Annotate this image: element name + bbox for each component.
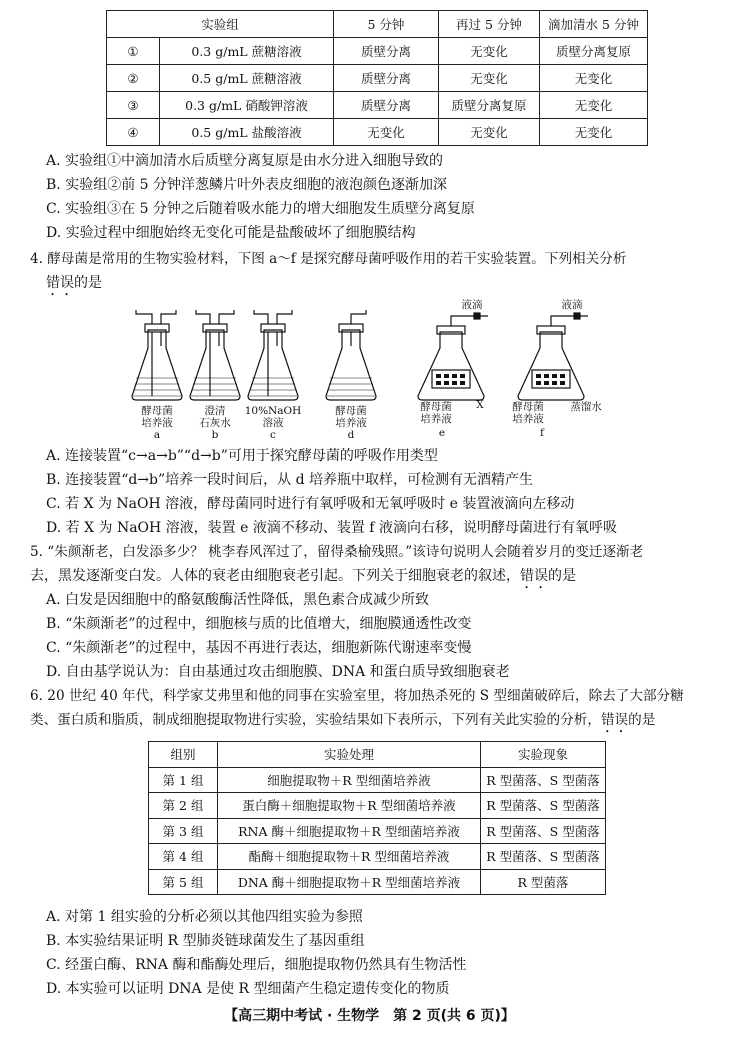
table-cell: 0.5 g/mL 蔗糖溶液: [160, 65, 334, 92]
q6-option-b: B. 本实验结果证明 R 型肺炎链球菌发生了基因重组: [46, 933, 365, 949]
table-cell: 无变化: [438, 119, 539, 146]
flask-d-label: 酵母菌: [335, 405, 367, 417]
flask-d-label: 培养液: [335, 417, 367, 429]
q6-stem-line2: [30, 711, 655, 736]
table-cell: 质壁分离: [333, 92, 438, 119]
q4-stem-line2: [46, 274, 102, 299]
table-cell: 0.5 g/mL 盐酸溶液: [160, 119, 334, 146]
flask-c-label: 10%NaOH: [244, 405, 302, 417]
table-header-row: [149, 742, 606, 768]
flask-f-droplet-label: 液滴: [561, 299, 583, 311]
table-cell: 第 3 组: [149, 818, 218, 844]
flask-e-droplet-label: 液滴: [461, 299, 483, 311]
table-header: 滴加清水 5 分钟: [539, 11, 647, 38]
stem-text: 类、蛋白质和脂质，制成细胞提取物进行实验，实验结果如下表所示，下列有关此实验的分析，: [30, 712, 601, 728]
flask-b: [190, 330, 240, 400]
flask-f-label: 培养液: [512, 413, 544, 425]
table-row: [149, 767, 606, 793]
table-cell: 无变化: [539, 65, 647, 92]
table-cell: 质壁分离复原: [539, 38, 647, 65]
flask-a-tube-out: [161, 310, 176, 324]
table-cell: 酯酶＋细胞提取物＋R 型细菌培养液: [218, 844, 481, 870]
stem-tail: 的是: [628, 712, 656, 728]
flask-e-label: 酵母菌: [420, 401, 452, 413]
flask-c: [248, 330, 298, 400]
emphasis-text: 错误: [520, 568, 548, 584]
table-header: 实验组: [107, 11, 334, 38]
table-row: [107, 119, 648, 146]
q4-option-c: C. 若 X 为 NaOH 溶液，酵母菌同时进行有氧呼吸和无氧呼吸时 e 装置液滴向左移动: [46, 496, 575, 512]
table-cell: 第 2 组: [149, 793, 218, 819]
flask-f-label: 酵母菌: [512, 401, 544, 413]
table-cell: 细胞提取物＋R 型细菌培养液: [218, 767, 481, 793]
q6-option-d: D. 本实验可以证明 DNA 是使 R 型细菌产生稳定遗传变化的物质: [46, 981, 450, 997]
experiment-table-1: [106, 10, 648, 146]
flask-f-droplet: [574, 313, 580, 319]
q5-option-c: C. “朱颜渐老”的过程中，基因不再进行表达，细胞新陈代谢速率变慢: [46, 640, 472, 656]
flask-f-water-label: 蒸馏水: [570, 401, 602, 413]
table-cell: 0.3 g/mL 硝酸钾溶液: [160, 92, 334, 119]
flask-a-letter: a: [153, 429, 161, 440]
table-row: [149, 793, 606, 819]
emphasis-text: 错误: [46, 275, 74, 291]
flask-e-label: 培养液: [420, 413, 452, 425]
flask-b-label: 澄清: [204, 405, 226, 417]
q4-option-d: D. 若 X 为 NaOH 溶液，装置 e 液滴不移动、装置 f 液滴向右移，说明酵母菌进行有氧呼吸: [46, 520, 617, 536]
table-header: 5 分钟: [333, 11, 438, 38]
table-row: [107, 92, 648, 119]
flask-f-letter: f: [540, 427, 544, 439]
table-cell: 无变化: [539, 119, 647, 146]
flask-e-letter: e: [438, 427, 446, 439]
table-header-row: [107, 11, 648, 38]
q3-option-c: C. 实验组③在 5 分钟之后随着吸水能力的增大细胞发生质壁分离复原: [46, 201, 475, 217]
flask-d-letter: d: [347, 429, 355, 440]
table-cell: R 型菌落、S 型菌落: [481, 767, 606, 793]
flask-a-label: 酵母菌: [141, 405, 173, 417]
flask-a-tube-in: [136, 310, 152, 324]
table-cell: 第 4 组: [149, 844, 218, 870]
flask-e-beaker: [432, 370, 470, 388]
table-cell: 质壁分离复原: [438, 92, 539, 119]
flask-b-label: 石灰水: [199, 417, 231, 429]
table-row: [149, 869, 606, 895]
table-cell: 无变化: [333, 119, 438, 146]
table-cell: R 型菌落: [481, 869, 606, 895]
q5-option-b: B. “朱颜渐老”的过程中，细胞核与质的比值增大，细胞膜通透性改变: [46, 616, 472, 632]
q4-option-a: A. 连接装置“c→a→b”“d→b”可用于探究酵母菌的呼吸作用类型: [46, 448, 438, 464]
table-cell: ②: [107, 65, 160, 92]
table-cell: 无变化: [438, 38, 539, 65]
table-header: 再过 5 分钟: [438, 11, 539, 38]
flask-c-letter: c: [270, 429, 276, 440]
page-footer: 【高三期中考试 · 生物学 第 2 页(共 6 页)】: [224, 1008, 515, 1024]
table-cell: ①: [107, 38, 160, 65]
table-row: [149, 844, 606, 870]
table-cell: DNA 酶＋细胞提取物＋R 型细菌培养液: [218, 869, 481, 895]
q4-option-b: B. 连接装置“d→b”培养一段时间后，从 d 培养瓶中取样，可检测有无酒精产生: [46, 472, 534, 488]
emphasis-text: 错误: [600, 712, 629, 728]
q5-stem-line2: [30, 567, 576, 592]
stem-text: 去，黑发逐渐变白发。人体的衰老由细胞衰老引起。下列关于细胞衰老的叙述，: [30, 568, 520, 584]
q6-option-a: A. 对第 1 组实验的分析必须以其他四组实验为参照: [46, 909, 363, 925]
experiment-table-2: [148, 741, 606, 895]
table-cell: 无变化: [539, 92, 647, 119]
flask-a-stopper: [145, 324, 169, 332]
table-cell: R 型菌落、S 型菌落: [481, 844, 606, 870]
q4-stem-line1: 4. 酵母菌是常用的生物实验材料，下图 a～f 是探究酵母菌呼吸作用的若干实验装置。下列相关分析: [30, 251, 627, 267]
table-cell: R 型菌落、S 型菌落: [481, 818, 606, 844]
flask-b-letter: b: [211, 429, 219, 440]
flask-e-x-label: X: [476, 399, 484, 411]
table-header: 组别: [149, 742, 218, 768]
q5-option-d: D. 自由基学说认为：自由基通过攻击细胞膜、DNA 和蛋白质导致细胞衰老: [46, 664, 510, 680]
q3-option-a: A. 实验组①中滴加清水后质壁分离复原是由水分进入细胞导致的: [46, 153, 444, 169]
respiration-apparatus-figure: [130, 296, 610, 440]
table-row: [107, 38, 648, 65]
q5-option-a: A. 白发是因细胞中的酪氨酸酶活性降低，黑色素合成减少所致: [46, 592, 430, 608]
flask-e: [418, 332, 484, 400]
table-cell: 第 1 组: [149, 767, 218, 793]
table-header: 实验处理: [218, 742, 481, 768]
table-cell: 无变化: [438, 65, 539, 92]
table-cell: 质壁分离: [333, 65, 438, 92]
table-cell: 质壁分离: [333, 38, 438, 65]
table-row: [107, 65, 648, 92]
table-row: [149, 818, 606, 844]
table-cell: 蛋白酶＋细胞提取物＋R 型细菌培养液: [218, 793, 481, 819]
stem-tail: 的是: [74, 275, 102, 291]
q6-stem-line1: 6. 20 世纪 40 年代，科学家艾弗里和他的同事在实验室里，将加热杀死的 S 型细菌破碎后，除去了大部分糖: [30, 688, 684, 704]
q3-option-d: D. 实验过程中细胞始终无变化可能是盐酸破坏了细胞膜结构: [46, 225, 416, 241]
table-cell: ④: [107, 119, 160, 146]
table-header: 实验现象: [481, 742, 606, 768]
flask-f: [518, 332, 584, 400]
flask-a-label: 培养液: [141, 417, 173, 429]
table-cell: 0.3 g/mL 蔗糖溶液: [160, 38, 334, 65]
flask-a: [132, 330, 182, 400]
q5-stem-line1: 5. “朱颜渐老，白发添多少？ 桃李春风浑过了，留得桑榆残照。”该诗句说明人会随着岁月的变迁逐渐老: [30, 544, 644, 560]
q6-option-c: C. 经蛋白酶、RNA 酶和酯酶处理后，细胞提取物仍然具有生物活性: [46, 957, 467, 973]
stem-tail: 的是: [548, 568, 576, 584]
q3-option-b: B. 实验组②前 5 分钟洋葱鳞片叶外表皮细胞的液泡颜色逐渐加深: [46, 177, 447, 193]
flask-e-droplet: [474, 313, 480, 319]
table-cell: RNA 酶＋细胞提取物＋R 型细菌培养液: [218, 818, 481, 844]
table-cell: ③: [107, 92, 160, 119]
flask-c-label: 溶液: [262, 417, 284, 429]
table-cell: R 型菌落、S 型菌落: [481, 793, 606, 819]
table-cell: 第 5 组: [149, 869, 218, 895]
